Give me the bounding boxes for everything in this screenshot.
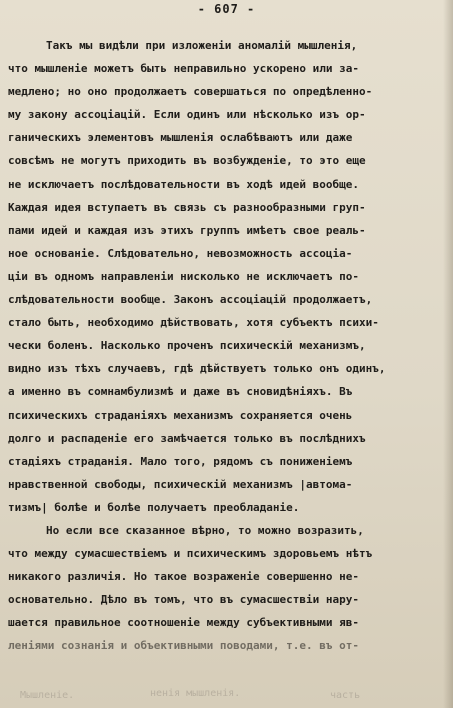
page-number: - 607 - [197,2,256,16]
text-line: шается правильное соотношеніе между субъективными яв- [8,616,359,630]
text-line: долго и распаденіе его замѣчается только въ послѣднихъ [8,431,366,445]
body-text [8,34,445,658]
text-line: психическихъ страданіяхъ механизмъ сохраняется очень [8,408,353,422]
text-line: основательно. Дѣло въ томъ, что въ сумасшествіи нару- [8,593,359,607]
text-line: видно изъ тѣхъ случаевъ, гдѣ дѣйствуетъ только онъ одинъ, [8,362,386,376]
bleed-through-text: Мышленіе. [20,690,75,701]
text-line: Каждая идея вступаетъ въ связь съ разнообразными груп- [8,200,366,214]
text-line: совсѣмъ не могутъ приходить въ возбужденіе, то это еще [8,154,366,168]
text-line: му закону ассоціацій. Если одинъ или нѣсколько изъ ор- [8,108,366,122]
text-line: стало быть, необходимо дѣйствовать, хотя субъектъ психи- [8,316,379,330]
text-line: леніями сознанія и объективными поводами, т.е. въ от- [8,639,359,653]
text-line: тизмъ| болѣе и болѣе получаетъ преобладаніе. [8,500,300,514]
text-line: Но если все сказанное вѣрно, то можно возразить, [46,523,364,537]
text-line: нравственной свободы, психическій механизмъ |автома- [8,477,353,491]
bleed-through-text: часть [330,690,361,701]
text-line: медлено; но оно продолжаетъ совершаться по опредѣленно- [8,85,373,99]
text-line: что между сумасшествіемъ и психическимъ здоровьемъ нѣтъ [8,547,373,561]
text-line: что мышленіе можетъ быть неправильно ускорено или за- [8,62,359,76]
text-line: никакого различія. Но такое возраженіе совершенно не- [8,570,359,584]
text-line: ціи въ одномъ направленіи нисколько не исключаетъ по- [8,269,359,283]
text-line: ганическихъ элементовъ мышленія ослабѣваютъ или даже [8,131,353,145]
text-line: а именно въ сомнамбулизмѣ и даже въ сновидѣніяхъ. Въ [8,385,353,399]
text-line: не исключаетъ послѣдовательности въ ходѣ идей вообще. [8,177,359,191]
text-line: ное основаніе. Слѣдовательно, невозможность ассоціа- [8,246,353,260]
text-line: Такъ мы видѣли при изложеніи аномалій мышленія, [46,39,358,52]
text-line: чески боленъ. Насколько проченъ психическій механизмъ, [8,339,366,353]
text-line: слѣдовательности вообще. Законъ ассоціацій продолжаетъ, [8,293,373,307]
text-line: стадіяхъ страданія. Мало того, рядомъ съ пониженіемъ [8,454,353,468]
bleed-through-text: ненія мышленія. [150,688,241,699]
text-line: пами идей и каждая изъ этихъ группъ имѣетъ свое реаль- [8,223,366,237]
page-edge-shadow [443,0,453,708]
